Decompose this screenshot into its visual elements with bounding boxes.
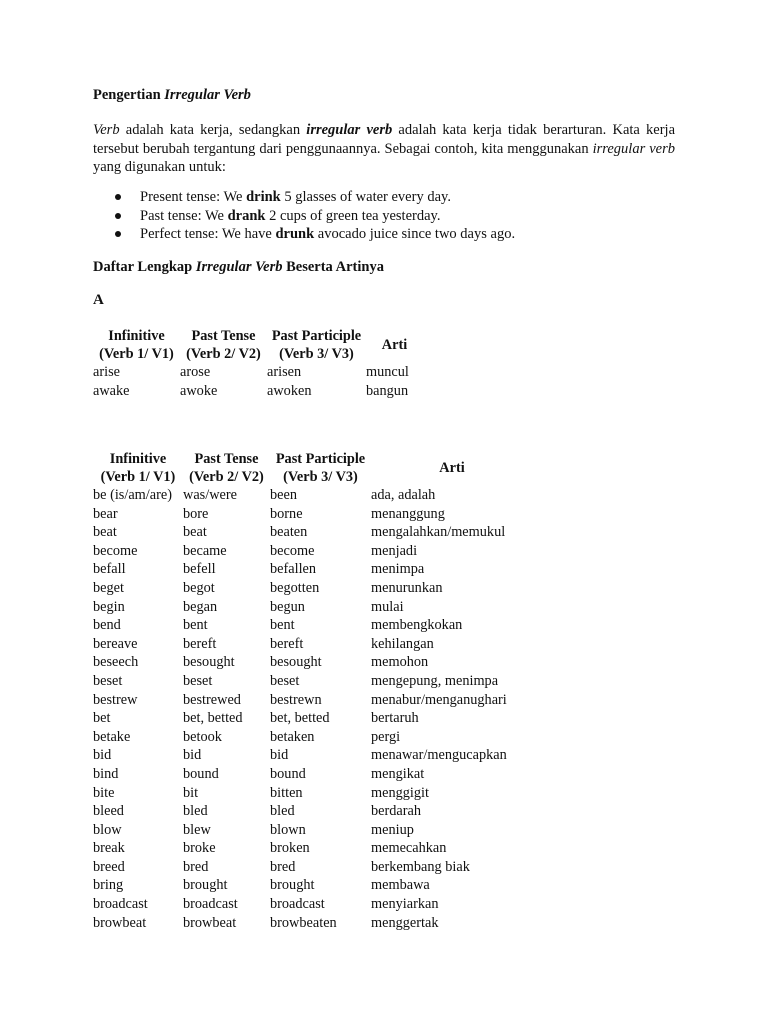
cell-arti: ada, adalah bbox=[371, 487, 436, 503]
cell-infinitive: befall bbox=[93, 561, 126, 578]
header-arti: Arti bbox=[381, 337, 408, 353]
cell-past-tense: bestrewed bbox=[183, 691, 241, 708]
list-heading-suffix: Beserta Artinya bbox=[282, 259, 384, 275]
example-before: Present tense: We bbox=[140, 189, 247, 205]
example-item bbox=[93, 188, 515, 207]
table-row bbox=[93, 784, 533, 803]
cell-past-tense: began bbox=[183, 598, 218, 615]
table-row bbox=[93, 382, 423, 401]
cell-infinitive: blow bbox=[93, 821, 122, 838]
example-item bbox=[93, 207, 515, 226]
table-row bbox=[93, 672, 533, 691]
list-heading bbox=[93, 259, 384, 276]
cell-past-participle: brought bbox=[270, 877, 315, 894]
cell-arti: bertaruh bbox=[371, 710, 419, 727]
header-past-participle: Past Participle (Verb 3/ V3) bbox=[271, 328, 362, 362]
cell-past-tense: became bbox=[183, 542, 227, 559]
table-body bbox=[93, 486, 533, 932]
cell-infinitive: bestrew bbox=[93, 691, 138, 708]
header-infinitive: Infinitive (Verb 1/ V1) bbox=[99, 328, 174, 362]
cell-past-tense: brought bbox=[183, 877, 228, 894]
cell-infinitive: beset bbox=[93, 672, 123, 689]
cell-past-participle: bestrewn bbox=[270, 691, 322, 708]
cell-arti: mengikat bbox=[371, 765, 425, 782]
example-before: Past tense: We bbox=[140, 207, 228, 224]
cell-past-participle: bred bbox=[270, 858, 296, 875]
bullet-icon bbox=[115, 194, 121, 200]
cell-past-participle: beaten bbox=[270, 524, 308, 541]
table-row bbox=[93, 746, 533, 765]
cell-arti: muncul bbox=[366, 364, 409, 380]
table-row bbox=[93, 691, 533, 710]
cell-past-tense: befell bbox=[183, 561, 216, 578]
cell-infinitive: break bbox=[93, 840, 125, 857]
cell-arti: menawar/mengucapkan bbox=[371, 747, 507, 764]
cell-past-tense: bent bbox=[183, 617, 208, 634]
cell-past-tense: browbeat bbox=[183, 914, 237, 931]
cell-infinitive: bend bbox=[93, 617, 121, 634]
cell-past-participle: beset bbox=[270, 672, 300, 689]
cell-infinitive: bring bbox=[93, 877, 124, 894]
table-row bbox=[93, 765, 533, 784]
intro-text-2: adalah kata kerja tidak berarturan. Kata kerja tersebut berubah tergantung dari penggunaannya. Sebagai contoh, kita menggunakan bbox=[93, 122, 676, 157]
cell-past-tense: begot bbox=[183, 579, 215, 596]
cell-infinitive: bite bbox=[93, 784, 115, 801]
table-row bbox=[93, 839, 533, 858]
cell-past-participle: befallen bbox=[270, 561, 317, 578]
table-row bbox=[93, 542, 533, 561]
cell-past-tense: betook bbox=[183, 728, 222, 745]
cell-arti: menggigit bbox=[371, 784, 429, 801]
table-row bbox=[93, 802, 533, 821]
cell-past-participle: been bbox=[270, 487, 297, 503]
cell-infinitive: beget bbox=[93, 579, 124, 596]
table-row bbox=[93, 728, 533, 747]
cell-infinitive: broadcast bbox=[93, 896, 148, 913]
verb-table-a bbox=[93, 327, 423, 400]
table-row bbox=[93, 635, 533, 654]
cell-arti: berdarah bbox=[371, 803, 422, 820]
cell-infinitive: browbeat bbox=[93, 914, 147, 931]
table-row bbox=[93, 821, 533, 840]
table-row bbox=[93, 914, 533, 933]
cell-past-participle: bled bbox=[270, 803, 295, 820]
cell-past-participle: bent bbox=[270, 617, 295, 634]
table-row bbox=[93, 858, 533, 877]
cell-infinitive: become bbox=[93, 542, 138, 559]
table-row bbox=[93, 363, 423, 382]
table-header-row bbox=[93, 327, 423, 363]
header-past-tense: Past Tense (Verb 2/ V2) bbox=[186, 328, 261, 362]
cell-infinitive: be (is/am/are) bbox=[93, 487, 172, 503]
example-before: Perfect tense: We have bbox=[140, 226, 276, 243]
table-row bbox=[93, 895, 533, 914]
cell-arti: menggertak bbox=[371, 914, 439, 931]
section-letter: A bbox=[93, 292, 104, 308]
table-row bbox=[93, 505, 533, 524]
cell-past-tense: bore bbox=[183, 505, 209, 522]
cell-arti: membawa bbox=[371, 877, 430, 894]
cell-infinitive: bind bbox=[93, 765, 119, 782]
cell-arti: memohon bbox=[371, 654, 429, 671]
intro-paragraph bbox=[93, 121, 675, 177]
cell-past-participle: bid bbox=[270, 747, 289, 764]
cell-past-participle: bereft bbox=[270, 635, 304, 652]
list-heading-italic: Irregular Verb bbox=[195, 259, 283, 275]
cell-arti: menjadi bbox=[371, 542, 418, 559]
cell-infinitive: bear bbox=[93, 505, 118, 522]
cell-past-participle: broadcast bbox=[270, 896, 325, 913]
cell-past-tense: blew bbox=[183, 821, 211, 838]
table-row bbox=[93, 876, 533, 895]
cell-arti: membengkokan bbox=[371, 617, 463, 634]
cell-past-tense: arose bbox=[180, 364, 211, 380]
cell-arti: kehilangan bbox=[371, 635, 434, 652]
table-row bbox=[93, 486, 533, 505]
table-row bbox=[93, 598, 533, 617]
cell-past-participle: broken bbox=[270, 840, 310, 857]
cell-arti: bangun bbox=[366, 382, 409, 399]
table-row bbox=[93, 523, 533, 542]
cell-arti: berkembang biak bbox=[371, 858, 470, 875]
table-body bbox=[93, 363, 423, 400]
example-verb: drunk bbox=[275, 226, 315, 243]
cell-past-tense: besought bbox=[183, 654, 235, 671]
cell-infinitive: bet bbox=[93, 710, 111, 727]
table-row bbox=[93, 709, 533, 728]
cell-past-participle: begotten bbox=[270, 579, 320, 596]
intro-verb-term: Verb bbox=[93, 122, 120, 138]
bullet-icon bbox=[115, 213, 121, 219]
cell-arti: menanggung bbox=[371, 505, 445, 522]
header-arti: Arti bbox=[439, 460, 465, 476]
cell-infinitive: bleed bbox=[93, 803, 124, 820]
cell-infinitive: bereave bbox=[93, 635, 138, 652]
table-row bbox=[93, 579, 533, 598]
cell-past-tense: beat bbox=[183, 524, 207, 541]
cell-infinitive: beseech bbox=[93, 654, 139, 671]
cell-past-participle: bet, betted bbox=[270, 710, 330, 727]
cell-past-participle: awoken bbox=[267, 382, 312, 399]
heading-italic-term: Irregular Verb bbox=[164, 87, 251, 103]
cell-past-tense: bound bbox=[183, 765, 219, 782]
cell-infinitive: arise bbox=[93, 364, 120, 380]
cell-past-participle: blown bbox=[270, 821, 306, 838]
bullet-icon bbox=[115, 231, 121, 237]
table-header-row bbox=[93, 450, 533, 486]
example-verb: drink bbox=[246, 189, 281, 205]
cell-arti: mengepung, menimpa bbox=[371, 672, 499, 689]
header-infinitive: Infinitive (Verb 1/ V1) bbox=[100, 451, 176, 485]
cell-arti: mulai bbox=[371, 598, 404, 615]
intro-text-3: yang digunakan untuk: bbox=[93, 159, 226, 175]
heading-prefix: Pengertian bbox=[93, 87, 165, 103]
cell-past-participle: besought bbox=[270, 654, 322, 671]
cell-past-tense: bid bbox=[183, 747, 202, 764]
cell-past-tense: was/were bbox=[183, 487, 237, 503]
cell-past-tense: beset bbox=[183, 672, 213, 689]
cell-past-tense: awoke bbox=[180, 382, 218, 399]
cell-past-participle: browbeaten bbox=[270, 914, 337, 931]
example-after: avocado juice since two days ago. bbox=[314, 226, 516, 243]
cell-arti: meniup bbox=[371, 821, 414, 838]
verb-table-b bbox=[93, 450, 533, 932]
intro-text-1: adalah kata kerja, sedangkan bbox=[119, 122, 307, 138]
cell-past-tense: bereft bbox=[183, 635, 217, 652]
intro-irregular-term: irregular verb bbox=[306, 122, 393, 138]
intro-irregular-term-2: irregular verb bbox=[592, 140, 675, 157]
cell-past-tense: bet, betted bbox=[183, 710, 243, 727]
cell-arti: pergi bbox=[371, 728, 401, 745]
cell-past-participle: arisen bbox=[267, 364, 302, 380]
cell-past-tense: bled bbox=[183, 803, 208, 820]
cell-past-participle: bitten bbox=[270, 784, 303, 801]
cell-past-tense: broadcast bbox=[183, 896, 238, 913]
section-heading bbox=[93, 87, 251, 104]
example-after: 2 cups of green tea yesterday. bbox=[265, 207, 441, 224]
cell-past-tense: bit bbox=[183, 784, 199, 801]
list-heading-prefix: Daftar Lengkap bbox=[93, 259, 196, 275]
cell-infinitive: awake bbox=[93, 382, 130, 399]
cell-arti: memecahkan bbox=[371, 840, 447, 857]
table-row bbox=[93, 560, 533, 579]
cell-past-participle: bound bbox=[270, 765, 306, 782]
example-item bbox=[93, 225, 515, 244]
cell-past-participle: become bbox=[270, 542, 315, 559]
cell-infinitive: begin bbox=[93, 598, 125, 615]
cell-infinitive: betake bbox=[93, 728, 131, 745]
cell-past-participle: borne bbox=[270, 505, 303, 522]
cell-arti: menurunkan bbox=[371, 579, 443, 596]
cell-arti: mengalahkan/memukul bbox=[371, 524, 506, 541]
cell-past-tense: bred bbox=[183, 858, 209, 875]
table-row bbox=[93, 616, 533, 635]
cell-arti: menimpa bbox=[371, 561, 425, 578]
cell-past-participle: begun bbox=[270, 598, 305, 615]
cell-infinitive: bid bbox=[93, 747, 112, 764]
cell-past-tense: broke bbox=[183, 840, 216, 857]
table-row bbox=[93, 653, 533, 672]
cell-arti: menabur/menganughari bbox=[371, 691, 507, 708]
cell-infinitive: breed bbox=[93, 858, 125, 875]
cell-infinitive: beat bbox=[93, 524, 117, 541]
example-after: 5 glasses of water every day. bbox=[280, 189, 451, 205]
header-past-tense: Past Tense (Verb 2/ V2) bbox=[189, 451, 264, 485]
header-past-participle: Past Participle (Verb 3/ V3) bbox=[275, 451, 366, 485]
example-list bbox=[93, 188, 515, 244]
example-verb: drank bbox=[227, 207, 266, 224]
cell-past-participle: betaken bbox=[270, 728, 315, 745]
cell-arti: menyiarkan bbox=[371, 896, 439, 913]
